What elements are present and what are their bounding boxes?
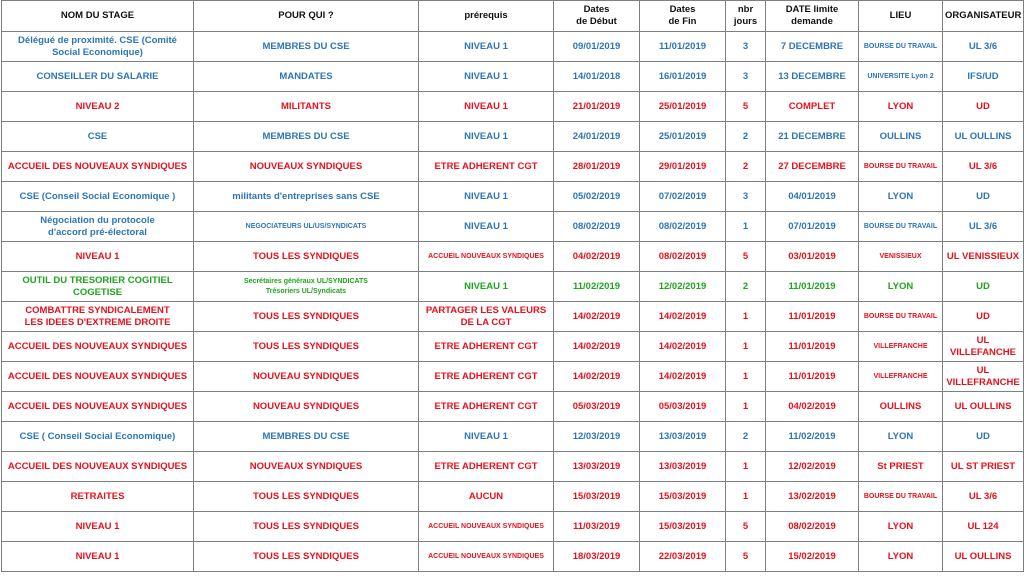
start-date-cell: 28/01/2019	[554, 152, 640, 182]
end-date-cell: 16/01/2019	[640, 62, 726, 92]
stage-name-cell: CSE (Conseil Social Economique )	[2, 182, 194, 212]
days-cell: 5	[726, 92, 766, 122]
end-date-cell: 13/03/2019	[640, 452, 726, 482]
prerequisite-cell: PARTAGER LES VALEURS DE LA CGT	[419, 302, 554, 332]
audience-cell: NOUVEAU SYNDIQUES	[194, 392, 419, 422]
location-cell: OULLINS	[859, 392, 943, 422]
table-row	[2, 542, 1024, 572]
audience-cell: TOUS LES SYNDIQUES	[194, 242, 419, 272]
days-cell: 3	[726, 62, 766, 92]
end-date-cell: 15/03/2019	[640, 482, 726, 512]
location-cell: OULLINS	[859, 122, 943, 152]
location-cell: BOURSE DU TRAVAIL	[859, 482, 943, 512]
start-date-cell: 14/02/2019	[554, 362, 640, 392]
location-cell: BOURSE DU TRAVAIL	[859, 212, 943, 242]
end-date-cell: 05/03/2019	[640, 392, 726, 422]
training-schedule-table	[1, 0, 1024, 572]
deadline-cell: 07/01/2019	[766, 212, 859, 242]
audience-cell: TOUS LES SYNDIQUES	[194, 302, 419, 332]
days-cell: 1	[726, 302, 766, 332]
stage-name-cell: ACCUEIL DES NOUVEAUX SYNDIQUES	[2, 452, 194, 482]
table-row	[2, 512, 1024, 542]
stage-name-cell: NIVEAU 2	[2, 92, 194, 122]
audience-cell: TOUS LES SYNDIQUES	[194, 512, 419, 542]
table-row	[2, 302, 1024, 332]
table-row	[2, 62, 1024, 92]
deadline-cell: 13 DECEMBRE	[766, 62, 859, 92]
prerequisite-cell: NIVEAU 1	[419, 272, 554, 302]
table-row	[2, 452, 1024, 482]
end-date-cell: 25/01/2019	[640, 122, 726, 152]
organizer-cell: UL VILLEFRANCHE	[943, 362, 1024, 392]
table-row	[2, 272, 1024, 302]
organizer-cell: UD	[943, 92, 1024, 122]
end-date-cell: 13/03/2019	[640, 422, 726, 452]
organizer-cell: UL ST PRIEST	[943, 452, 1024, 482]
days-cell: 1	[726, 212, 766, 242]
location-cell: LYON	[859, 92, 943, 122]
location-cell: LYON	[859, 422, 943, 452]
audience-cell: TOUS LES SYNDIQUES	[194, 332, 419, 362]
organizer-cell: UL 3/6	[943, 32, 1024, 62]
start-date-cell: 13/03/2019	[554, 452, 640, 482]
prerequisite-cell: NIVEAU 1	[419, 212, 554, 242]
start-date-cell: 12/03/2019	[554, 422, 640, 452]
start-date-cell: 11/03/2019	[554, 512, 640, 542]
prerequisite-cell: NIVEAU 1	[419, 32, 554, 62]
days-cell: 3	[726, 32, 766, 62]
days-cell: 3	[726, 182, 766, 212]
location-cell: St PRIEST	[859, 452, 943, 482]
audience-cell: Secrétaires généraux UL/SYNDICATS Trésoriers UL/Syndicats	[194, 272, 419, 302]
prerequisite-cell: ETRE ADHERENT CGT	[419, 392, 554, 422]
stage-name-cell: CONSEILLER DU SALARIE	[2, 62, 194, 92]
deadline-cell: COMPLET	[766, 92, 859, 122]
organizer-cell: UD	[943, 182, 1024, 212]
col-date-limite-header: DATE limite demande	[766, 1, 859, 32]
organizer-cell: UL 3/6	[943, 212, 1024, 242]
audience-cell: NOUVEAUX SYNDIQUES	[194, 452, 419, 482]
audience-cell: MEMBRES DU CSE	[194, 32, 419, 62]
deadline-cell: 03/01/2019	[766, 242, 859, 272]
start-date-cell: 05/02/2019	[554, 182, 640, 212]
days-cell: 2	[726, 122, 766, 152]
organizer-cell: UL OULLINS	[943, 542, 1024, 572]
end-date-cell: 08/02/2019	[640, 242, 726, 272]
location-cell: LYON	[859, 182, 943, 212]
table-row	[2, 32, 1024, 62]
col-organisateur-header: ORGANISATEUR	[943, 1, 1024, 32]
prerequisite-cell: NIVEAU 1	[419, 422, 554, 452]
audience-cell: NEGOCIATEURS UL/US/SYNDICATS	[194, 212, 419, 242]
audience-cell: MANDATES	[194, 62, 419, 92]
days-cell: 1	[726, 332, 766, 362]
audience-cell: MEMBRES DU CSE	[194, 122, 419, 152]
prerequisite-cell: ACCUEIL NOUVEAUX SYNDIQUES	[419, 542, 554, 572]
days-cell: 1	[726, 452, 766, 482]
deadline-cell: 11/01/2019	[766, 362, 859, 392]
start-date-cell: 18/03/2019	[554, 542, 640, 572]
deadline-cell: 12/02/2019	[766, 452, 859, 482]
end-date-cell: 22/03/2019	[640, 542, 726, 572]
organizer-cell: UL 3/6	[943, 482, 1024, 512]
end-date-cell: 08/02/2019	[640, 212, 726, 242]
end-date-cell: 29/01/2019	[640, 152, 726, 182]
organizer-cell: UD	[943, 272, 1024, 302]
header-row	[2, 1, 1024, 32]
stage-name-cell: ACCUEIL DES NOUVEAUX SYNDIQUES	[2, 152, 194, 182]
organizer-cell: UL VENISSIEUX	[943, 242, 1024, 272]
start-date-cell: 14/02/2019	[554, 332, 640, 362]
deadline-cell: 04/01/2019	[766, 182, 859, 212]
prerequisite-cell: NIVEAU 1	[419, 122, 554, 152]
location-cell: UNIVERSITE Lyon 2	[859, 62, 943, 92]
table-row	[2, 182, 1024, 212]
prerequisite-cell: ACCUEIL NOUVEAUX SYNDIQUES	[419, 512, 554, 542]
stage-name-cell: ACCUEIL DES NOUVEAUX SYNDIQUES	[2, 362, 194, 392]
prerequisite-cell: ETRE ADHERENT CGT	[419, 332, 554, 362]
start-date-cell: 15/03/2019	[554, 482, 640, 512]
prerequisite-cell: ACCUEIL NOUVEAUX SYNDIQUES	[419, 242, 554, 272]
audience-cell: TOUS LES SYNDIQUES	[194, 542, 419, 572]
start-date-cell: 05/03/2019	[554, 392, 640, 422]
table-body	[2, 32, 1024, 572]
organizer-cell: UL VILLEFANCHE	[943, 332, 1024, 362]
prerequisite-cell: NIVEAU 1	[419, 92, 554, 122]
deadline-cell: 11/01/2019	[766, 272, 859, 302]
days-cell: 1	[726, 392, 766, 422]
stage-name-cell: OUTIL DU TRESORIER COGITIEL COGETISE	[2, 272, 194, 302]
stage-name-cell: Négociation du protocole d'accord pré-électoral	[2, 212, 194, 242]
end-date-cell: 25/01/2019	[640, 92, 726, 122]
start-date-cell: 21/01/2019	[554, 92, 640, 122]
deadline-cell: 15/02/2019	[766, 542, 859, 572]
location-cell: BOURSE DU TRAVAIL	[859, 152, 943, 182]
start-date-cell: 14/02/2019	[554, 302, 640, 332]
stage-name-cell: NIVEAU 1	[2, 542, 194, 572]
table-row	[2, 92, 1024, 122]
location-cell: BOURSE DU TRAVAIL	[859, 302, 943, 332]
col-nbr-jours-header: nbr jours	[726, 1, 766, 32]
organizer-cell: UL 124	[943, 512, 1024, 542]
col-nom-du-stage-header: NOM DU STAGE	[2, 1, 194, 32]
start-date-cell: 08/02/2019	[554, 212, 640, 242]
table-row	[2, 152, 1024, 182]
organizer-cell: UL OULLINS	[943, 392, 1024, 422]
prerequisite-cell: NIVEAU 1	[419, 62, 554, 92]
table-row	[2, 362, 1024, 392]
days-cell: 5	[726, 512, 766, 542]
end-date-cell: 11/01/2019	[640, 32, 726, 62]
start-date-cell: 04/02/2019	[554, 242, 640, 272]
days-cell: 5	[726, 242, 766, 272]
table-row	[2, 122, 1024, 152]
audience-cell: TOUS LES SYNDIQUES	[194, 482, 419, 512]
location-cell: BOURSE DU TRAVAIL	[859, 32, 943, 62]
organizer-cell: UL OULLINS	[943, 122, 1024, 152]
col-date-fin-header: Dates de Fin	[640, 1, 726, 32]
location-cell: LYON	[859, 512, 943, 542]
prerequisite-cell: AUCUN	[419, 482, 554, 512]
stage-name-cell: NIVEAU 1	[2, 242, 194, 272]
organizer-cell: IFS/UD	[943, 62, 1024, 92]
stage-name-cell: CSE ( Conseil Social Economique)	[2, 422, 194, 452]
prerequisite-cell: NIVEAU 1	[419, 182, 554, 212]
audience-cell: NOUVEAU SYNDIQUES	[194, 362, 419, 392]
col-lieu-header: LIEU	[859, 1, 943, 32]
audience-cell: militants d'entreprises sans CSE	[194, 182, 419, 212]
end-date-cell: 15/03/2019	[640, 512, 726, 542]
end-date-cell: 12/02/2019	[640, 272, 726, 302]
stage-name-cell: Délégué de proximité. CSE (Comité Social Economique)	[2, 32, 194, 62]
col-prerequis-header: prérequis	[419, 1, 554, 32]
organizer-cell: UD	[943, 302, 1024, 332]
deadline-cell: 11/01/2019	[766, 332, 859, 362]
location-cell: LYON	[859, 542, 943, 572]
deadline-cell: 11/02/2019	[766, 422, 859, 452]
table-row	[2, 332, 1024, 362]
stage-name-cell: ACCUEIL DES NOUVEAUX SYNDIQUES	[2, 392, 194, 422]
end-date-cell: 14/02/2019	[640, 362, 726, 392]
deadline-cell: 11/01/2019	[766, 302, 859, 332]
stage-name-cell: RETRAITES	[2, 482, 194, 512]
days-cell: 2	[726, 422, 766, 452]
location-cell: VILLEFRANCHE	[859, 362, 943, 392]
days-cell: 2	[726, 272, 766, 302]
table-row	[2, 422, 1024, 452]
table-row	[2, 212, 1024, 242]
deadline-cell: 08/02/2019	[766, 512, 859, 542]
days-cell: 1	[726, 482, 766, 512]
end-date-cell: 07/02/2019	[640, 182, 726, 212]
col-date-debut-header: Dates de Début	[554, 1, 640, 32]
deadline-cell: 7 DECEMBRE	[766, 32, 859, 62]
stage-name-cell: COMBATTRE SYNDICALEMENT LES IDEES D'EXTREME DROITE	[2, 302, 194, 332]
location-cell: VILLEFRANCHE	[859, 332, 943, 362]
organizer-cell: UL 3/6	[943, 152, 1024, 182]
deadline-cell: 04/02/2019	[766, 392, 859, 422]
days-cell: 5	[726, 542, 766, 572]
location-cell: VENISSIEUX	[859, 242, 943, 272]
deadline-cell: 27 DECEMBRE	[766, 152, 859, 182]
start-date-cell: 09/01/2019	[554, 32, 640, 62]
audience-cell: NOUVEAUX SYNDIQUES	[194, 152, 419, 182]
deadline-cell: 21 DECEMBRE	[766, 122, 859, 152]
deadline-cell: 13/02/2019	[766, 482, 859, 512]
col-pour-qui-header: POUR QUI ?	[194, 1, 419, 32]
table-row	[2, 482, 1024, 512]
prerequisite-cell: ETRE ADHERENT CGT	[419, 452, 554, 482]
organizer-cell: UD	[943, 422, 1024, 452]
table-row	[2, 242, 1024, 272]
audience-cell: MILITANTS	[194, 92, 419, 122]
stage-name-cell: ACCUEIL DES NOUVEAUX SYNDIQUES	[2, 332, 194, 362]
end-date-cell: 14/02/2019	[640, 302, 726, 332]
start-date-cell: 11/02/2019	[554, 272, 640, 302]
start-date-cell: 14/01/2018	[554, 62, 640, 92]
stage-name-cell: NIVEAU 1	[2, 512, 194, 542]
days-cell: 1	[726, 362, 766, 392]
end-date-cell: 14/02/2019	[640, 332, 726, 362]
prerequisite-cell: ETRE ADHERENT CGT	[419, 152, 554, 182]
prerequisite-cell: ETRE ADHERENT CGT	[419, 362, 554, 392]
table-row	[2, 392, 1024, 422]
location-cell: LYON	[859, 272, 943, 302]
stage-name-cell: CSE	[2, 122, 194, 152]
start-date-cell: 24/01/2019	[554, 122, 640, 152]
days-cell: 2	[726, 152, 766, 182]
audience-cell: MEMBRES DU CSE	[194, 422, 419, 452]
